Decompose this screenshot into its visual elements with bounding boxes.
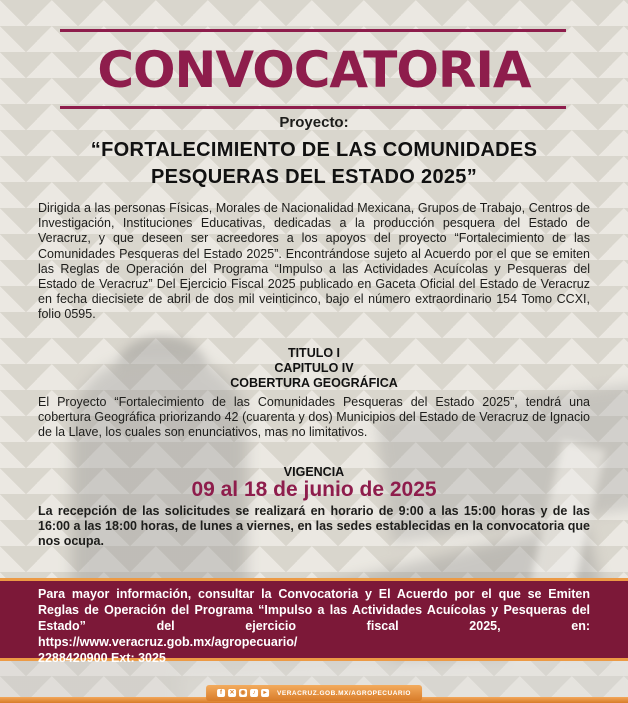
coverage-paragraph: El Proyecto “Fortalecimiento de las Comunidades Pesqueras del Estado 2025”, tendrá una cobertura Geográfica priorizando 42 (cuarenta y dos) Municipios del Estado de Veracruz de Ignacio de la Llave, los cuales son enunciativos, mas no limitativos.	[38, 395, 590, 440]
footer-phone: 2288420900 Ext: 3025	[38, 651, 166, 665]
vigencia-dates: 09 al 18 de junio de 2025	[191, 478, 437, 501]
page-title: CONVOCATORIA	[97, 41, 531, 99]
title-divider-bottom	[60, 106, 566, 109]
tiktok-icon[interactable]: ♪	[250, 689, 258, 697]
section-headings	[0, 346, 628, 391]
website-url[interactable]: VERACRUZ.GOB.MX/AGROPECUARIO	[277, 689, 411, 697]
footer-band	[0, 578, 628, 665]
x-twitter-icon[interactable]: ✕	[229, 690, 235, 696]
project-title-line-1: “FORTALECIMIENTO DE LAS COMUNIDADES	[90, 139, 538, 161]
title-divider-top	[60, 29, 566, 32]
social-bar[interactable]	[206, 685, 422, 701]
youtube-icon[interactable]: ▸	[261, 689, 269, 697]
section-heading-capitulo: CAPITULO IV	[274, 361, 354, 375]
footer-info-text: Para mayor información, consultar la Convocatoria y El Acuerdo por el que se Emiten Reglas de Operación del Programa “Impulso a las Actividades Acuícolas y Pesqueras del Estado” del ejercicio fiscal 2025, en:	[38, 587, 590, 633]
vigencia-heading: VIGENCIA	[283, 465, 345, 479]
project-title	[44, 137, 584, 191]
section-heading-cobertura: COBERTURA GEOGRÁFICA	[230, 376, 398, 390]
instagram-icon[interactable]: ◉	[240, 690, 246, 696]
facebook-icon[interactable]: f	[217, 689, 225, 697]
footer-url-link[interactable]: https://www.veracruz.gob.mx/agropecuario/	[38, 635, 298, 649]
project-label: Proyecto:	[279, 114, 349, 131]
intro-paragraph: Dirigida a las personas Físicas, Morales de Nacionalidad Mexicana, Grupos de Trabajo, Centros de Investigación, Instituciones Educativas, dedicadas a la producción pesquera del Estado de Veracruz, y que deseen ser acreedores a los apoyos del proyecto “Fortalecimiento de las Comunidades Pesqueras del Estado 2025”. Encontrándose sujeto al Acuerdo por el que se emiten las Reglas de Operación del Programa “Impulso a las Actividades Acuícolas y Pesqueras del Estado de Veracruz” Del Ejercicio Fiscal 2025 publicado en Gaceta Oficial del Estado de Veracruz en fecha diecisiete de abril de dos mil veinticinco, bajo el número extraordinario 154 Tomo CCXI, folio 0595.	[38, 201, 590, 322]
vigencia-paragraph: La recepción de las solicitudes se realizará en horario de 9:00 a las 15:00 horas y de las 16:00 a las 18:00 horas, de lunes a viernes, en las sedes establecidas en la convocatoria que nos ocupa.	[38, 504, 590, 549]
project-title-line-2: PESQUERAS DEL ESTADO 2025”	[150, 166, 478, 188]
section-heading-titulo: TITULO I	[287, 346, 341, 360]
